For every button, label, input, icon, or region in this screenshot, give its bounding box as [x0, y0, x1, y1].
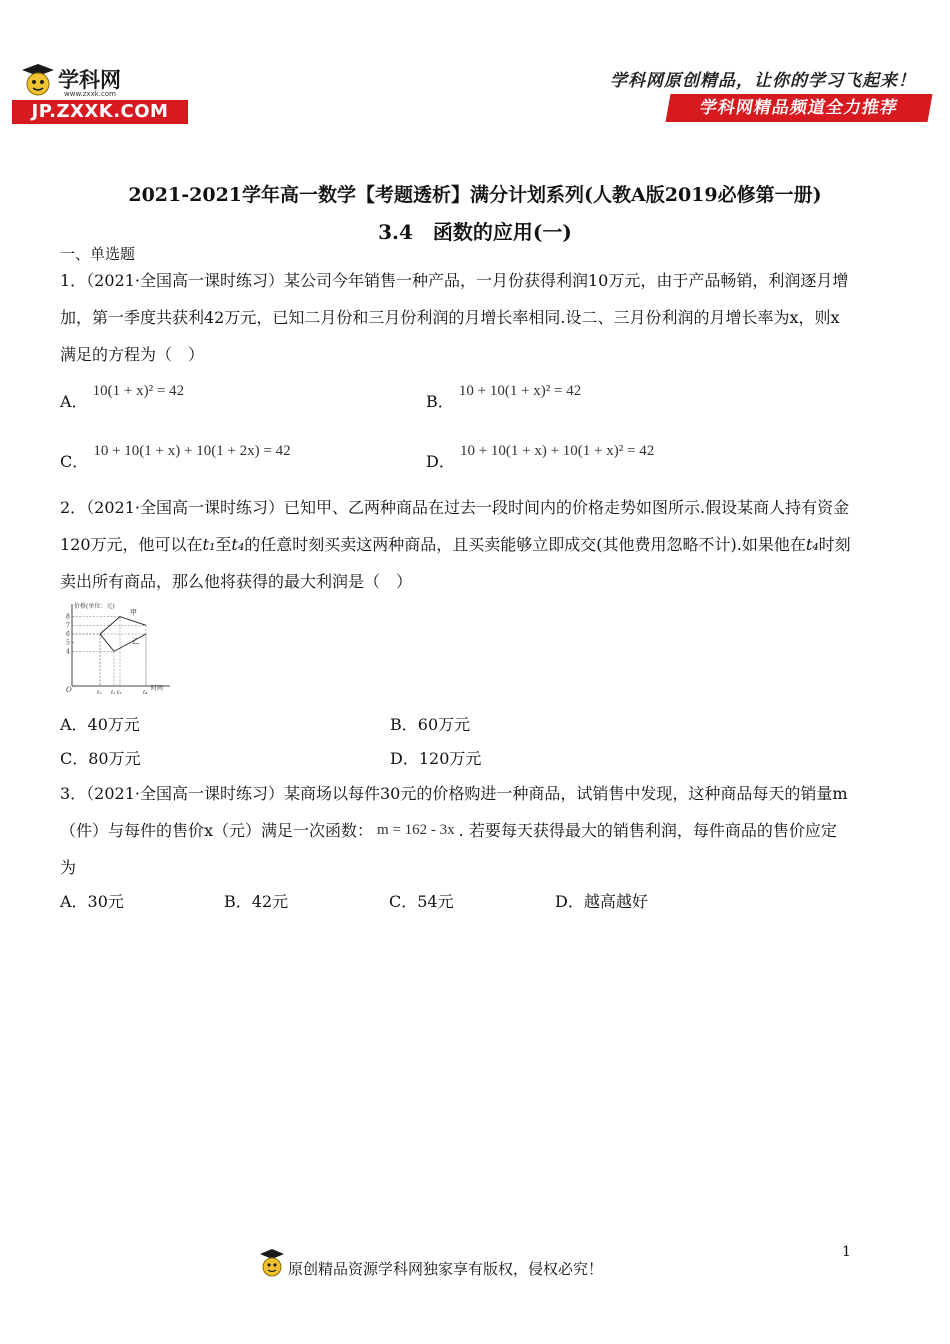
t4-symbol: t₄: [805, 535, 819, 554]
page-number: 1: [842, 1244, 851, 1260]
site-logo[interactable]: [10, 62, 190, 128]
q2-line3: 卖出所有商品，那么他将获得的最大利润是（ ）: [60, 572, 413, 591]
x-tick-label: t₄: [143, 690, 148, 695]
section-heading: 一、单选题: [60, 245, 136, 263]
price-chart: [60, 600, 180, 695]
series-label: 甲: [130, 608, 137, 617]
series-label: 乙: [132, 637, 139, 646]
option-label: D．: [426, 452, 455, 471]
header-slogan: 学科网原创精品，让你的学习飞起来！: [610, 71, 916, 91]
origin-label: O: [66, 686, 72, 694]
y-axis-label: 价格(单位：元): [74, 603, 115, 610]
q1-line2: 加，第一季度共获利42万元，已知二月份和三月份利润的月增长率相同.设二、三月份利润的月增长率为x，则x: [60, 308, 840, 327]
q2-option-c[interactable]: C．80万元: [60, 749, 141, 768]
q3-option-d[interactable]: D．越高越好: [555, 892, 648, 911]
q3-option-b[interactable]: B．42元: [224, 892, 289, 911]
logo-brand: 学科网: [58, 68, 121, 92]
option-label: C．: [60, 452, 89, 471]
q2-option-a[interactable]: A．40万元: [60, 715, 140, 734]
option-formula: 10 + 10(1 + x) + 10(1 + x)² = 42: [459, 443, 655, 459]
q2-text: 时刻: [818, 535, 851, 554]
q3-line3: 为: [60, 858, 77, 877]
y-tick-label: 6: [66, 631, 70, 638]
option-formula: 10(1 + x)² = 42: [92, 383, 185, 399]
q3-line2: [60, 818, 837, 841]
promo-banner[interactable]: 学科网精品频道全力推荐: [666, 94, 933, 122]
logo-url: JP.ZXXK.COM: [12, 100, 188, 124]
option-formula: 10 + 10(1 + x) + 10(1 + 2x) = 42: [93, 443, 291, 459]
mascot-icon: [16, 62, 56, 100]
series-line-yi: [100, 634, 146, 651]
q1-option-a[interactable]: [60, 383, 185, 412]
q1-line3: 满足的方程为（ ）: [60, 345, 205, 364]
q1-line1: 1．（2021·全国高一课时练习）某公司今年销售一种产品，一月份获得利润10万元，由于产品畅销，利润逐月增: [60, 271, 849, 290]
q3-text: . 若要每天获得最大的销售利润，每件商品的售价应定: [458, 821, 837, 840]
t4-symbol: t₄: [231, 535, 245, 554]
document-title: 2021-2021学年高一数学【考题透析】满分计划系列(人教A版2019必修第一册): [128, 184, 822, 206]
y-tick-label: 8: [66, 613, 70, 621]
q2-line2: [60, 532, 851, 555]
q1-option-b[interactable]: [426, 383, 582, 412]
q2-option-d[interactable]: D．120万元: [390, 749, 482, 768]
logo-url-small: www.zxxk.com: [64, 90, 116, 98]
q3-line1: 3．（2021·全国高一课时练习）某商场以每件30元的价格购进一种商品，试销售中发现，这种商品每天的销量m: [60, 784, 848, 803]
section-title: 3.4 函数的应用(一): [378, 220, 572, 244]
x-tick-label: t₃: [117, 690, 122, 695]
q1-option-c[interactable]: [60, 443, 291, 472]
x-axis-label: 时间: [151, 685, 164, 692]
copyright-text: 原创精品资源学科网独家享有版权，侵权必究！: [288, 1260, 604, 1278]
q2-line1: 2．（2021·全国高一课时练习）已知甲、乙两种商品在过去一段时间内的价格走势如图所示.假设某商人持有资金: [60, 498, 850, 517]
footer: [258, 1248, 678, 1288]
option-label: A．: [60, 392, 88, 411]
q2-text: 至: [215, 535, 232, 554]
q3-option-c[interactable]: C．54元: [389, 892, 454, 911]
q2-text: 的任意时刻买卖这两种商品，且买卖能够立即成交(其他费用忽略不计).如果他在: [244, 535, 806, 554]
x-tick-label: t₂: [111, 690, 116, 695]
y-tick-label: 5: [66, 639, 70, 647]
option-formula: 10 + 10(1 + x)² = 42: [458, 383, 582, 399]
q3-text: （件）与每件的售价x（元）满足一次函数：: [60, 821, 374, 840]
y-tick-label: 7: [66, 622, 70, 630]
q2-option-b[interactable]: B．60万元: [390, 715, 471, 734]
x-tick-label: t₁: [97, 690, 102, 695]
mascot-icon: [258, 1248, 286, 1282]
t1-symbol: t₁: [202, 535, 216, 554]
option-label: B．: [426, 392, 454, 411]
q3-formula: m = 162 - 3x: [377, 822, 455, 838]
q3-option-a[interactable]: A．30元: [60, 892, 124, 911]
y-tick-label: 4: [66, 648, 70, 656]
q2-text: 120万元，他可以在: [60, 535, 203, 554]
q1-option-d[interactable]: [426, 443, 655, 472]
